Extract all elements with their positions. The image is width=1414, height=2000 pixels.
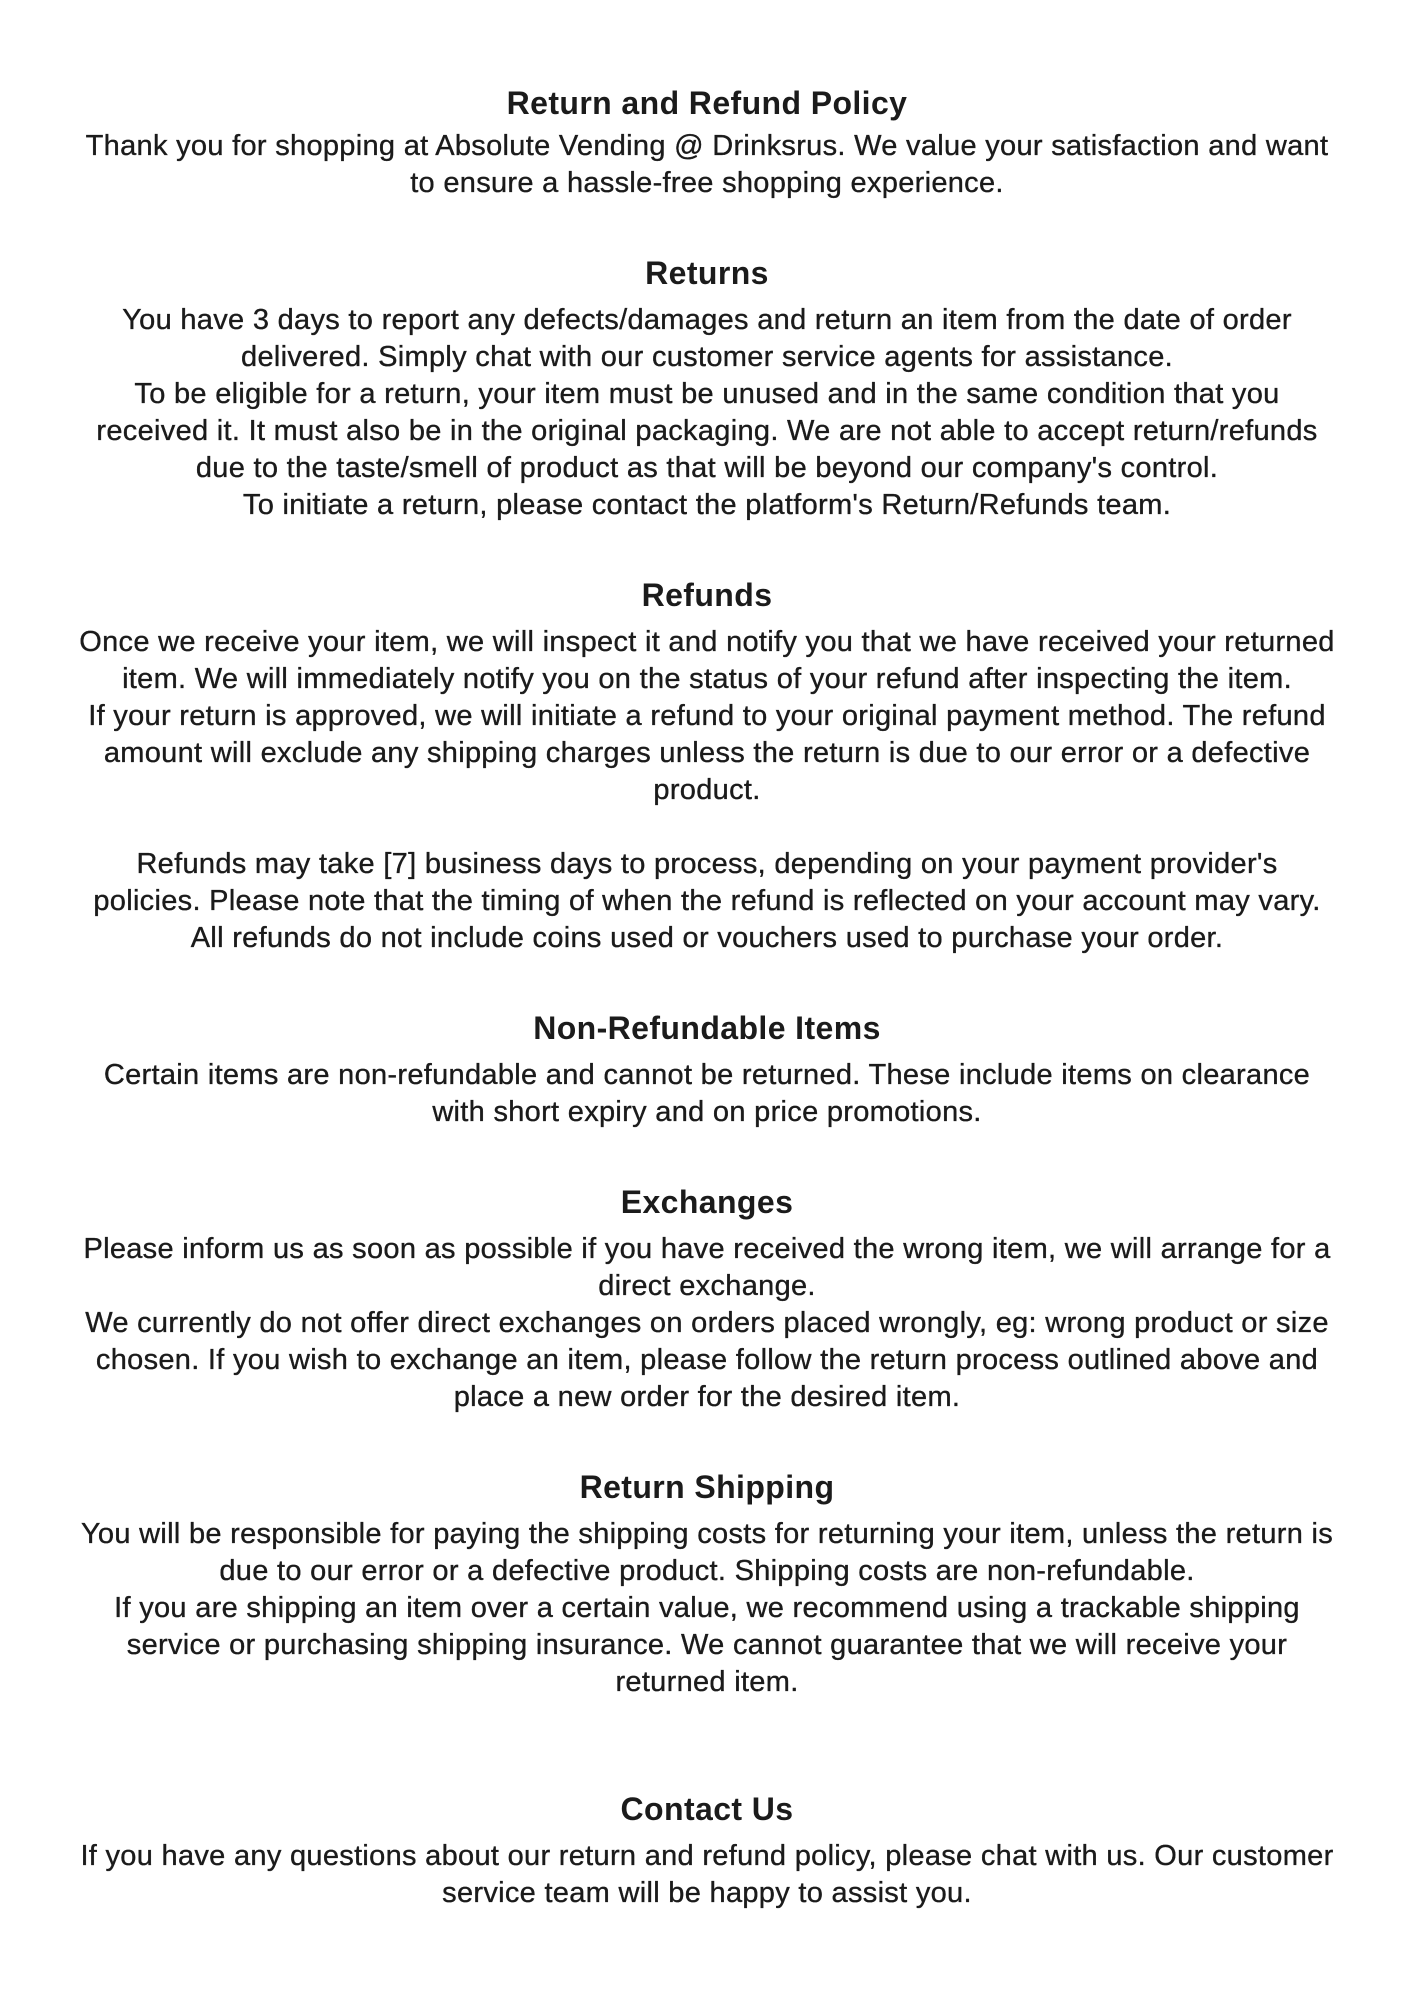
- section-heading: Refunds: [641, 577, 773, 613]
- policy-paragraph: To be eligible for a return, your item must be unused and in the same condition that you received it. It must also be in the original packaging. We are not able to accept return/refunds due to the taste/smell of product as that will be beyond our company's control.: [96, 378, 1318, 484]
- policy-document: [79, 0, 1335, 1912]
- policy-paragraph: We currently do not offer direct exchanges on orders placed wrongly, eg: wrong product or size chosen. If you wish to exchange an item, please follow the return process outlined above and place a new order for the desired item.: [85, 1307, 1329, 1413]
- policy-paragraph: If you have any questions about our return and refund policy, please chat with us. Our customer service team will be happy to assist you.: [80, 1840, 1334, 1909]
- section-heading: Exchanges: [620, 1184, 794, 1220]
- policy-section: [79, 1009, 1335, 1131]
- paragraph-gap: [79, 1701, 1335, 1738]
- policy-paragraph: If you are shipping an item over a certain value, we recommend using a trackable shipping service or purchasing shipping insurance. We cannot guarantee that we will receive your returned item.: [114, 1592, 1300, 1698]
- policy-section: [79, 576, 1335, 957]
- section-body: [79, 1838, 1335, 1912]
- section-heading: Contact Us: [620, 1791, 794, 1827]
- section-body: [79, 1516, 1335, 1738]
- intro-paragraph: Thank you for shopping at Absolute Vending @ Drinksrus. We value your satisfaction and want to ensure a hassle-free shopping experience.: [85, 130, 1329, 199]
- policy-paragraph: If your return is approved, we will initiate a refund to your original payment method. The refund amount will exclude any shipping charges unless the return is due to our error or a defective product.: [88, 700, 1326, 806]
- policy-paragraph: Refunds may take [7] business days to process, depending on your payment provider's policies. Please note that the timing of when the refund is reflected on your account may vary. All refunds do not include coins used or vouchers used to purchase your order.: [93, 848, 1321, 954]
- paragraph-gap: [79, 809, 1335, 846]
- section-body: [79, 1231, 1335, 1416]
- section-body: [79, 1057, 1335, 1131]
- policy-paragraph: To initiate a return, please contact the platform's Return/Refunds team.: [242, 489, 1172, 521]
- policy-paragraph: Once we receive your item, we will inspect it and notify you that we have received your returned item. We will immediately notify you on the status of your refund after inspecting the item.: [79, 626, 1335, 695]
- section-body: [79, 624, 1335, 957]
- page-title: Return and Refund Policy: [506, 85, 908, 121]
- policy-paragraph: You will be responsible for paying the shipping costs for returning your item, unless the return is due to our error or a defective product. Shipping costs are non-refundable.: [80, 1518, 1334, 1587]
- section-heading: Non-Refundable Items: [533, 1010, 881, 1046]
- policy-section: [79, 254, 1335, 524]
- section-heading: Returns: [645, 255, 769, 291]
- policy-paragraph: You have 3 days to report any defects/damages and return an item from the date of order delivered. Simply chat with our customer service agents for assistance.: [122, 304, 1292, 373]
- policy-section: [79, 1183, 1335, 1416]
- policy-section: [79, 1468, 1335, 1738]
- policy-sections: [79, 254, 1335, 1912]
- section-heading: Return Shipping: [579, 1469, 835, 1505]
- policy-paragraph: Please inform us as soon as possible if you have received the wrong item, we will arrange for a direct exchange.: [83, 1233, 1331, 1302]
- policy-section: [79, 1790, 1335, 1912]
- section-body: [79, 302, 1335, 524]
- policy-paragraph: Certain items are non-refundable and cannot be returned. These include items on clearance with short expiry and on price promotions.: [103, 1059, 1311, 1128]
